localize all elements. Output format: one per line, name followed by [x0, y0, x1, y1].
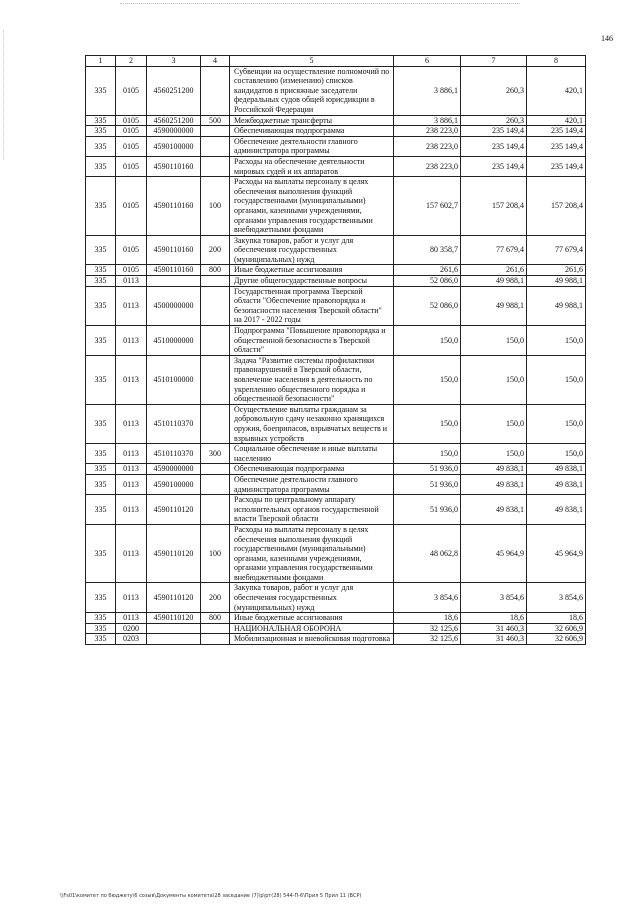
- cell-description: Обеспечение деятельности главного администратора программы: [230, 136, 394, 156]
- cell-value-col-6: 80 358,7: [394, 235, 461, 265]
- table-row: [86, 276, 586, 287]
- table-row: [86, 355, 586, 404]
- cell-section-code: 0113: [116, 474, 147, 494]
- cell-description: Обеспечивающая подпрограмма: [230, 126, 394, 137]
- cell-value-col-8: 420,1: [527, 115, 586, 126]
- cell-value-col-7: 150,0: [461, 326, 527, 356]
- table-row: [86, 265, 586, 276]
- cell-target-article-code: 4590100000: [147, 474, 201, 494]
- table-row: [86, 583, 586, 613]
- cell-value-col-8: 157 208,4: [527, 177, 586, 236]
- cell-expense-type-code: [201, 404, 230, 443]
- scan-artifact: [120, 3, 520, 5]
- cell-value-col-7: 157 208,4: [461, 177, 527, 236]
- cell-value-col-7: 261,6: [461, 265, 527, 276]
- cell-expense-type-code: [201, 326, 230, 356]
- cell-value-col-6: 150,0: [394, 404, 461, 443]
- cell-expense-type-code: [201, 464, 230, 475]
- table-row: [86, 177, 586, 236]
- cell-target-article-code: 4590000000: [147, 464, 201, 475]
- cell-target-article-code: 4590110160: [147, 265, 201, 276]
- cell-value-col-7: 235 149,4: [461, 136, 527, 156]
- cell-expense-type-code: [201, 634, 230, 645]
- cell-expense-type-code: [201, 66, 230, 115]
- cell-value-col-8: 49 838,1: [527, 474, 586, 494]
- cell-target-article-code: 4590110120: [147, 524, 201, 583]
- cell-description: Государственная программа Тверской области "Обеспечение правопорядка и безопасности населения Тверской области" на 2017 - 2022 годы: [230, 286, 394, 325]
- cell-value-col-6: 238 223,0: [394, 126, 461, 137]
- cell-description: Закупка товаров, работ и услуг для обеспечения государственных (муниципальных) нужд: [230, 235, 394, 265]
- cell-description: Закупка товаров, работ и услуг для обеспечения государственных (муниципальных) нужд: [230, 583, 394, 613]
- cell-gad-code: 335: [86, 136, 116, 156]
- cell-value-col-6: 51 936,0: [394, 495, 461, 525]
- table-row: [86, 326, 586, 356]
- cell-section-code: 0113: [116, 464, 147, 475]
- table-row: [86, 524, 586, 583]
- cell-description: Расходы на выплаты персоналу в целях обеспечения выполнения функций государственными (муниципальными) органами, казенными учреждениями, органами управления государственными внебюджетными фондами: [230, 177, 394, 236]
- cell-value-col-8: 49 838,1: [527, 495, 586, 525]
- cell-description: Социальное обеспечение и иные выплаты населению: [230, 444, 394, 464]
- cell-section-code: 0113: [116, 404, 147, 443]
- table-header-row: [86, 56, 586, 67]
- scan-artifact-margin: [3, 30, 5, 160]
- cell-section-code: 0113: [116, 326, 147, 356]
- table-row: [86, 126, 586, 137]
- cell-value-col-6: 3 886,1: [394, 115, 461, 126]
- cell-section-code: 0113: [116, 613, 147, 624]
- cell-value-col-6: 238 223,0: [394, 136, 461, 156]
- cell-description: НАЦИОНАЛЬНАЯ ОБОРОНА: [230, 623, 394, 634]
- cell-expense-type-code: [201, 495, 230, 525]
- cell-gad-code: 335: [86, 265, 116, 276]
- cell-target-article-code: 4590110160: [147, 156, 201, 176]
- cell-value-col-7: 235 149,4: [461, 156, 527, 176]
- cell-value-col-6: 52 086,0: [394, 286, 461, 325]
- cell-value-col-7: 260,3: [461, 115, 527, 126]
- cell-expense-type-code: [201, 126, 230, 137]
- cell-value-col-7: 31 460,3: [461, 634, 527, 645]
- cell-description: Субвенции на осуществление полномочий по составлению (изменению) списков кандидатов в присяжные заседатели федеральных судов общей юрисдикции в Российской Федерации: [230, 66, 394, 115]
- cell-description: Расходы по центральному аппарату исполнительных органов государственной власти Тверской области: [230, 495, 394, 525]
- cell-value-col-6: 32 125,6: [394, 623, 461, 634]
- cell-value-col-8: 49 838,1: [527, 464, 586, 475]
- cell-description: Осуществление выплаты гражданам за добровольную сдачу незаконно хранящихся оружия, боеприпасов, взрывчатых веществ и взрывных устройств: [230, 404, 394, 443]
- cell-value-col-7: 77 679,4: [461, 235, 527, 265]
- cell-description: Подпрограмма "Повышение правопорядка и общественной безопасности в Тверской области": [230, 326, 394, 356]
- cell-gad-code: 335: [86, 583, 116, 613]
- cell-value-col-8: 150,0: [527, 326, 586, 356]
- cell-value-col-7: 150,0: [461, 444, 527, 464]
- cell-gad-code: 335: [86, 464, 116, 475]
- cell-value-col-8: 150,0: [527, 404, 586, 443]
- cell-value-col-8: 49 988,1: [527, 276, 586, 287]
- cell-value-col-7: 260,3: [461, 66, 527, 115]
- cell-expense-type-code: [201, 355, 230, 404]
- cell-section-code: 0105: [116, 66, 147, 115]
- cell-target-article-code: 4590110160: [147, 177, 201, 236]
- cell-section-code: 0113: [116, 355, 147, 404]
- cell-section-code: 0105: [116, 156, 147, 176]
- table-row: [86, 634, 586, 645]
- cell-value-col-8: 45 964,9: [527, 524, 586, 583]
- cell-section-code: 0113: [116, 495, 147, 525]
- cell-description: Расходы на обеспечение деятельности мировых судей и их аппаратов: [230, 156, 394, 176]
- column-header: 3: [147, 56, 201, 67]
- table-row: [86, 235, 586, 265]
- table-row: [86, 136, 586, 156]
- cell-value-col-8: 420,1: [527, 66, 586, 115]
- cell-description: Обеспечение деятельности главного администратора программы: [230, 474, 394, 494]
- cell-expense-type-code: 800: [201, 265, 230, 276]
- cell-description: Мобилизационная и вневойсковая подготовка: [230, 634, 394, 645]
- cell-value-col-8: 235 149,4: [527, 136, 586, 156]
- table-row: [86, 464, 586, 475]
- cell-value-col-7: 49 838,1: [461, 495, 527, 525]
- cell-gad-code: 335: [86, 474, 116, 494]
- column-header: 8: [527, 56, 586, 67]
- cell-target-article-code: 4590110120: [147, 613, 201, 624]
- cell-value-col-8: 3 854,6: [527, 583, 586, 613]
- cell-gad-code: 335: [86, 126, 116, 137]
- cell-value-col-8: 77 679,4: [527, 235, 586, 265]
- table-row: [86, 286, 586, 325]
- cell-gad-code: 335: [86, 623, 116, 634]
- column-header: 4: [201, 56, 230, 67]
- cell-expense-type-code: 500: [201, 115, 230, 126]
- cell-value-col-7: 235 149,4: [461, 126, 527, 137]
- cell-target-article-code: 4510000000: [147, 326, 201, 356]
- cell-value-col-8: 235 149,4: [527, 156, 586, 176]
- cell-value-col-6: 18,6: [394, 613, 461, 624]
- cell-value-col-7: 3 854,6: [461, 583, 527, 613]
- cell-value-col-7: 49 838,1: [461, 474, 527, 494]
- cell-value-col-6: 51 936,0: [394, 474, 461, 494]
- column-header: 6: [394, 56, 461, 67]
- cell-expense-type-code: 200: [201, 583, 230, 613]
- cell-expense-type-code: 100: [201, 524, 230, 583]
- cell-value-col-8: 150,0: [527, 444, 586, 464]
- cell-gad-code: 335: [86, 286, 116, 325]
- table-row: [86, 474, 586, 494]
- cell-gad-code: 335: [86, 235, 116, 265]
- cell-value-col-6: 150,0: [394, 355, 461, 404]
- cell-target-article-code: 4590110120: [147, 583, 201, 613]
- cell-value-col-7: 49 838,1: [461, 464, 527, 475]
- cell-target-article-code: 4560251200: [147, 115, 201, 126]
- table-row: [86, 613, 586, 624]
- cell-expense-type-code: 200: [201, 235, 230, 265]
- cell-value-col-6: 3 854,6: [394, 583, 461, 613]
- cell-value-col-6: 48 062,8: [394, 524, 461, 583]
- cell-value-col-7: 49 988,1: [461, 286, 527, 325]
- cell-value-col-8: 32 606,9: [527, 623, 586, 634]
- cell-value-col-8: 49 988,1: [527, 286, 586, 325]
- cell-section-code: 0113: [116, 276, 147, 287]
- cell-gad-code: 335: [86, 66, 116, 115]
- cell-value-col-8: 235 149,4: [527, 126, 586, 137]
- cell-expense-type-code: [201, 474, 230, 494]
- cell-expense-type-code: [201, 276, 230, 287]
- cell-section-code: 0113: [116, 583, 147, 613]
- table-row: [86, 115, 586, 126]
- cell-target-article-code: [147, 623, 201, 634]
- cell-value-col-7: 150,0: [461, 404, 527, 443]
- cell-value-col-8: 261,6: [527, 265, 586, 276]
- cell-target-article-code: 4500000000: [147, 286, 201, 325]
- table-row: [86, 623, 586, 634]
- cell-value-col-6: 157 602,7: [394, 177, 461, 236]
- cell-target-article-code: 4510110370: [147, 404, 201, 443]
- page-number: 146: [601, 34, 613, 43]
- cell-description: Межбюджетные трансферты: [230, 115, 394, 126]
- cell-section-code: 0113: [116, 524, 147, 583]
- cell-section-code: 0105: [116, 265, 147, 276]
- cell-value-col-6: 32 125,6: [394, 634, 461, 645]
- cell-value-col-7: 18,6: [461, 613, 527, 624]
- cell-value-col-8: 150,0: [527, 355, 586, 404]
- cell-section-code: 0203: [116, 634, 147, 645]
- cell-description: Обеспечивающая подпрограмма: [230, 464, 394, 475]
- table-row: [86, 444, 586, 464]
- cell-target-article-code: 4510110370: [147, 444, 201, 464]
- cell-value-col-6: 52 086,0: [394, 276, 461, 287]
- footer-file-path: \\Fs01\комитет по бюджету\6 созыв\Документы комитета\28 заседание (7)\р\рт(28) 544-П-6\Прил 5 Прил 11 (ВСР): [60, 893, 362, 899]
- cell-gad-code: 335: [86, 634, 116, 645]
- cell-target-article-code: 4590110120: [147, 495, 201, 525]
- cell-value-col-6: 150,0: [394, 326, 461, 356]
- column-header: 7: [461, 56, 527, 67]
- cell-expense-type-code: [201, 286, 230, 325]
- table-body: [86, 66, 586, 644]
- cell-expense-type-code: 100: [201, 177, 230, 236]
- column-header: 1: [86, 56, 116, 67]
- cell-gad-code: 335: [86, 444, 116, 464]
- cell-description: Иные бюджетные ассигнования: [230, 613, 394, 624]
- cell-section-code: 0105: [116, 115, 147, 126]
- cell-expense-type-code: [201, 136, 230, 156]
- cell-description: Расходы на выплаты персоналу в целях обеспечения выполнения функций государственными (муниципальными) органами, казенными учреждениями, органами управления государственными внебюджетными фондами: [230, 524, 394, 583]
- cell-section-code: 0113: [116, 286, 147, 325]
- cell-gad-code: 335: [86, 355, 116, 404]
- cell-expense-type-code: [201, 156, 230, 176]
- cell-value-col-6: 238 223,0: [394, 156, 461, 176]
- cell-expense-type-code: 800: [201, 613, 230, 624]
- cell-value-col-8: 18,6: [527, 613, 586, 624]
- column-header: 5: [230, 56, 394, 67]
- cell-value-col-7: 49 988,1: [461, 276, 527, 287]
- cell-section-code: 0105: [116, 136, 147, 156]
- cell-target-article-code: [147, 634, 201, 645]
- cell-description: Задача "Развитие системы профилактики правонарушений в Тверской области, вовлечение населения в деятельность по укреплению общественного порядка и общественной безопасности": [230, 355, 394, 404]
- cell-description: Иные бюджетные ассигнования: [230, 265, 394, 276]
- cell-gad-code: 335: [86, 115, 116, 126]
- cell-value-col-8: 32 606,9: [527, 634, 586, 645]
- cell-gad-code: 335: [86, 156, 116, 176]
- table-row: [86, 66, 586, 115]
- cell-value-col-6: 150,0: [394, 444, 461, 464]
- cell-section-code: 0105: [116, 235, 147, 265]
- column-header: 2: [116, 56, 147, 67]
- cell-section-code: 0105: [116, 177, 147, 236]
- cell-expense-type-code: 300: [201, 444, 230, 464]
- table-row: [86, 404, 586, 443]
- cell-value-col-7: 150,0: [461, 355, 527, 404]
- cell-target-article-code: 4510100000: [147, 355, 201, 404]
- cell-section-code: 0200: [116, 623, 147, 634]
- cell-target-article-code: 4590000000: [147, 126, 201, 137]
- cell-value-col-6: 261,6: [394, 265, 461, 276]
- cell-gad-code: 335: [86, 404, 116, 443]
- table-row: [86, 156, 586, 176]
- cell-target-article-code: 4590110160: [147, 235, 201, 265]
- cell-expense-type-code: [201, 623, 230, 634]
- cell-value-col-6: 51 936,0: [394, 464, 461, 475]
- budget-table: [85, 55, 586, 645]
- cell-gad-code: 335: [86, 326, 116, 356]
- cell-value-col-6: 3 886,1: [394, 66, 461, 115]
- cell-target-article-code: 4590100000: [147, 136, 201, 156]
- cell-target-article-code: [147, 276, 201, 287]
- cell-value-col-7: 31 460,3: [461, 623, 527, 634]
- cell-gad-code: 335: [86, 177, 116, 236]
- cell-section-code: 0105: [116, 126, 147, 137]
- cell-value-col-7: 45 964,9: [461, 524, 527, 583]
- cell-gad-code: 335: [86, 524, 116, 583]
- cell-description: Другие общегосударственные вопросы: [230, 276, 394, 287]
- cell-gad-code: 335: [86, 276, 116, 287]
- cell-section-code: 0113: [116, 444, 147, 464]
- table-row: [86, 495, 586, 525]
- cell-gad-code: 335: [86, 495, 116, 525]
- cell-gad-code: 335: [86, 613, 116, 624]
- cell-target-article-code: 4560251200: [147, 66, 201, 115]
